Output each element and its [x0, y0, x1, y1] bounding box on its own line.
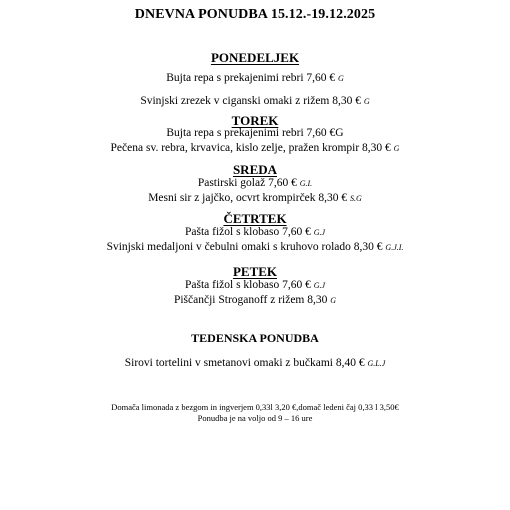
page-title: DNEVNA PONUDBA 15.12.-19.12.2025 [134, 7, 376, 22]
menu-item-text: Pečena sv. rebra, krvavica, kislo zelje, pražen krompir 8,30 € [110, 142, 391, 154]
menu-item [0, 294, 510, 306]
menu-item-text: Svinjski zrezek v ciganski omaki z rižem 8,30 € [140, 95, 362, 107]
menu-item [0, 241, 510, 253]
menu-item [0, 95, 510, 107]
allergen-codes: S.G [350, 194, 362, 203]
allergen-codes: G.L.J [367, 359, 386, 368]
allergen-codes: G.J [313, 281, 326, 290]
menu-item-text: Bujta repa s prekajenimi rebri 7,60 €G [166, 127, 344, 139]
allergen-codes: G [363, 97, 370, 106]
menu-item [0, 279, 510, 291]
allergen-codes: G [338, 74, 344, 83]
menu-item-text: Mesni sir z jajčko, ocvrt krompirček 8,30 € [148, 192, 348, 204]
day-heading-wednesday: SREDA [232, 162, 278, 177]
menu-item-text: Svinjski medaljoni v čebulni omaki s kruhovo rolado 8,30 € [106, 241, 383, 253]
menu-item [0, 127, 510, 139]
allergen-codes: G.I. [299, 179, 313, 188]
day-heading-friday: PETEK [232, 264, 278, 279]
menu-item [0, 177, 510, 189]
day-heading-thursday: ČETRTEK [223, 211, 287, 226]
allergen-codes: G.J.I. [385, 243, 404, 252]
menu-item-text: Pašta fižol s klobaso 7,60 € [184, 226, 311, 238]
footer-hours-note: Ponudba je na voljo od 9 – 16 ure [197, 413, 313, 423]
allergen-codes: G [393, 144, 400, 153]
weekly-offer-heading: TEDENSKA PONUDBA [191, 331, 319, 345]
weekly-offer-item [0, 357, 510, 369]
menu-item-text: Pastirski golaž 7,60 € [197, 177, 297, 189]
menu-item [0, 192, 510, 204]
menu-item-text: Sirovi tortelini v smetanovi omaki z bučkami 8,40 € [124, 357, 365, 369]
menu-item [0, 72, 510, 84]
allergen-codes: G [330, 296, 337, 305]
day-heading-tuesday: TOREK [231, 113, 279, 128]
menu-item [0, 226, 510, 238]
allergen-codes: G.J [313, 228, 326, 237]
day-heading-monday: PONEDELJEK [210, 50, 300, 65]
menu-item-text: Piščančji Stroganoff z rižem 8,30 [173, 294, 328, 306]
menu-item-text: Pašta fižol s klobaso 7,60 € [184, 279, 311, 291]
footer-drinks-note: Domača limonada z bezgom in ingverjem 0,33l 3,20 €,domač ledeni čaj 0,33 l 3,50€ [111, 402, 399, 412]
menu-item-text: Bujta repa s prekajenimi rebri 7,60 € [166, 72, 336, 84]
menu-item [0, 142, 510, 154]
